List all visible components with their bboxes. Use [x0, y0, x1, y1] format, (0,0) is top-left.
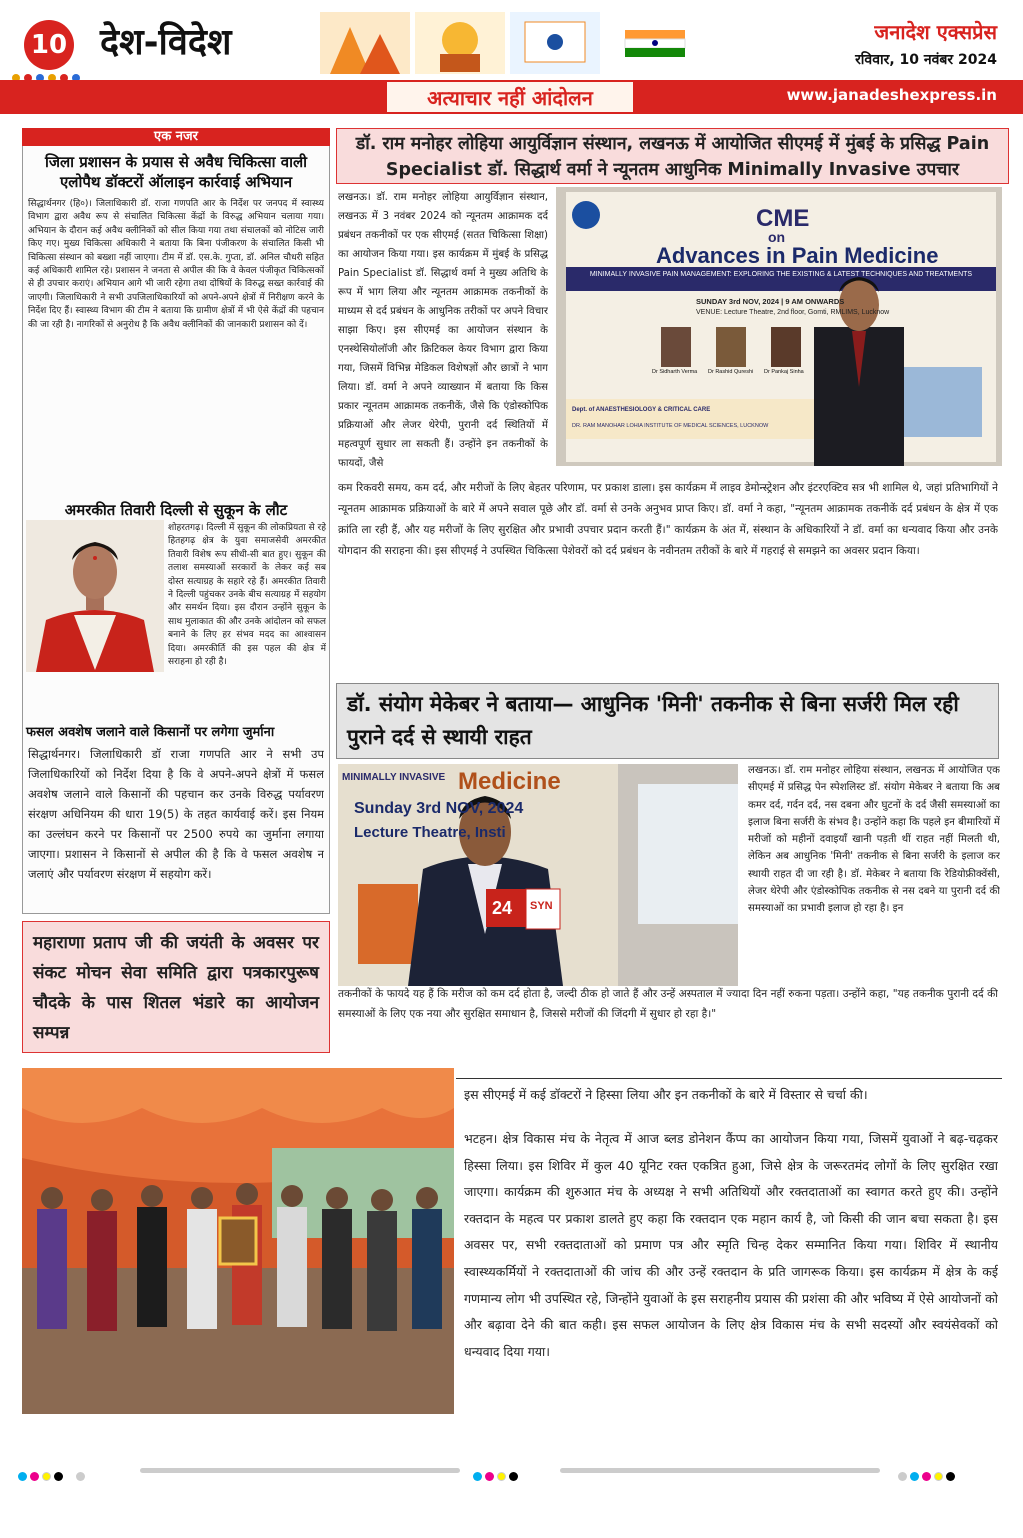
slogan: अत्याचार नहीं आंदोलन — [385, 80, 635, 114]
story3-body: सिद्धार्थनगर। जिलाधिकारी डॉ राजा गणपति आर ने सभी उप जिलाधिकारियों को निर्देश दिया है कि वे अपने-अपने क्षेत्रों में फसल अवशेष जलाने वाले किसानों की पहचान कर उनके विरुद्ध पर्यावरण संरक्षण अधिनियम की धारा 19(5) के तहत कार्यवाई करें। इस नियम का उल्लंघन करने पर किसानों पर 2500 रुपये का जुर्माना लगाया जाएगा। प्रशासन ने किसानों से अपील की है कि वे फसल अवशेष न जलाएं और पर्यावरण संरक्षण में सहयोग करें। — [28, 747, 324, 881]
mic-flag-24: 24 — [492, 898, 513, 918]
speaker-name-3: Dr Pankaj Sinha — [764, 369, 804, 375]
story3-headline: फसल अवशेष जलाने वाले किसानों पर लगेगा जुर्माना — [26, 725, 275, 740]
color-registration-marks-left — [18, 1466, 88, 1485]
article3-intro: इस सीएमई में कई डॉक्टरों ने हिस्सा लिया और इन तकनीकों के बारे में विस्तार से चर्चा की। — [464, 1087, 868, 1102]
registration-line-left — [140, 1468, 460, 1473]
website-link[interactable]: www.janadeshexpress.in — [786, 86, 997, 104]
banner-date-text: Sunday 3rd NOV, 2024 — [354, 800, 524, 817]
cme-on-text: on — [768, 229, 786, 245]
dr-sanyog-interview-photo — [338, 764, 738, 986]
cme-venue: VENUE: Lecture Theatre, 2nd floor, Gomti, RMLIMS, Lucknow — [696, 309, 890, 316]
section-title: देश-विदेश — [100, 22, 232, 63]
article2-headline: डॉ. संयोग मेकेबर ने बताया— आधुनिक 'मिनी' तकनीक से बिना सर्जरी मिल रही पुराने दर्द से स्थायी राहत — [336, 683, 999, 759]
story2-body: शोहरतगढ़। दिल्ली में सुकून की लोकप्रियता से रहे हितहगढ़ क्षेत्र के युवा समाजसेवी अमरकीत तिवारी विशेष रूप सीधी-सी बात हुए। सुकून की तलाश समस्याओं सरकारों के लेकर कई सब दोस्त सत्याग्रह के सहारे रहे हैं। अमरकीत तिवारी ने दिल्ली पहुंचकर उनके बीच सत्याग्रह में सहयोग और समर्थन दिया। इस दौरान उन्होंने सुकून के साथ मुलाकात की और उनके आंदोलन को सफल बनाने के लिए हर संभव मदद का आश्वासन दिया। अमरकीर्ति की इस पहल की क्षेत्र में सराहना हो रही है। — [168, 523, 326, 668]
article1-body-full: कम रिकवरी समय, कम दर्द, और मरीजों के लिए बेहतर परिणाम, पर प्रकाश डाला। इस कार्यक्रम में लाइव डेमोन्स्ट्रेशन और इंटरएक्टिव सत्र भी शामिल थे, जहां प्रतिभागियों ने न्यूनतम आक्रामक प्रक्रियाओं के बारे में अपने सवाल पूछे और डॉ. वर्मा से उनके अनुभव प्राप्त किए। डॉ. वर्मा ने कहा, "न्यूनतम आक्रामक तकनीकें दर्द प्रबंधन के क्षेत्र में एक क्रांति ला रही हैं, और यह मरीजों के लिए सुरक्षित और प्रभावी उपचार प्रदान करती हैं।" कार्यक्रम के अंत में, संस्थान के अधिकारियों ने डॉ. वर्मा का धन्यवाद किया और उनके योगदान की सराहना की। इस सीएमई ने उपस्थित चिकित्सा पेशेवरों को दर्द प्रबंधन के नवीनतम तरीकों के बारे में गहराई से समझने का अवसर प्रदान किया। — [338, 482, 998, 557]
cme-institute: DR. RAM MANOHAR LOHIA INSTITUTE OF MEDICAL SCIENCES, LUCKNOW — [572, 423, 769, 429]
speaker-name-2: Dr Rashid Qureshi — [708, 369, 754, 375]
cme-organizer: Dept. of ANAESTHESIOLOGY & CRITICAL CARE — [572, 407, 711, 413]
group-event-photo — [22, 1068, 454, 1414]
story1-body: सिद्धार्थनगर (हि०)। जिलाधिकारी डॉ. राजा गणपति आर के निर्देश पर जनपद में स्वास्थ्य विभाग द्वारा अवैध रूप से संचालित चिकित्सा केंद्रों के विरुद्ध अभियान चलाया गया। अभियान के दौरान कई अवैध क्लीनिकों को सील किया गया तथा संचालकों को नोटिस जारी किए गए। मुख्य चिकित्सा अधिकारी ने बताया कि बिना पंजीकरण के संचालित किसी भी चिकित्सा संस्थान को बख्शा नहीं जाएगा। टीम में डॉ. एस.के. गुप्ता, डॉ. अनिल चौधरी सहित कई अधिकारी शामिल रहे। प्रशासन ने जनता से अपील की कि वे केवल पंजीकृत चिकित्सकों से ही उपचार कराएं। अभियान आगे भी जारी रहेगा तथा दोषियों के विरुद्ध सख्त कार्रवाई की जाएगी। जिलाधिकारी ने सभी उपजिलाधिकारियों को अपने-अपने क्षेत्रों में निरीक्षण करने के निर्देश दिए हैं। स्वास्थ्य विभाग की टीम ने बताया कि ग्रामीण क्षेत्रों में भी ऐसे केंद्रों की पहचान की जा रही है। नागरिकों से अनुरोध है कि अवैध क्लीनिकों की जानकारी प्रशासन को दें। — [28, 199, 324, 330]
cme-date: SUNDAY 3rd NOV, 2024 | 9 AM ONWARDS — [696, 297, 845, 306]
masthead-illustration — [320, 12, 700, 74]
article1-body-column: लखनऊ। डॉ. राम मनोहर लोहिया आयुर्विज्ञान संस्थान, लखनऊ में 3 नवंबर 2024 को न्यूनतम आक्रामक दर्द प्रबंधन तकनीकों पर एक सीएमई (सतत चिकित्सा शिक्षा) का आयोजन किया गया। इस कार्यक्रम में मुंबई के प्रसिद्ध Pain Specialist डॉ. सिद्धार्थ वर्मा ने मुख्य अतिथि के रूप में भाग लिया और न्यूनतम आक्रामक तकनीकों के माध्यम से दर्द प्रबंधन के आधुनिक तरीकों पर अपने विचार साझा किए। इस सीएमई का आयोजन संस्थान के एनस्थेसियोलॉजी और क्रिटिकल केयर विभाग द्वारा किया गया, जिसमें विभिन्न मेडिकल विशेषज्ञों और छात्रों ने भाग लिया। डॉ. वर्मा ने अपने व्याख्यान में बताया कि किस प्रकार न्यूनतम आक्रामक तकनीकें, जैसे कि एंडोस्कोपिक प्रक्रियाओं और लेजर थेरेपी, पुरानी दर्द स्थितियों में महत्वपूर्ण सुधार ला सकती हैं। उन्होंने इन तकनीकों के फायदों, जैसे — [338, 192, 548, 469]
banner-venue-text: Lecture Theatre, Insti — [354, 824, 506, 841]
story2-headline: अमरकीत तिवारी दिल्ली से सुकून के लौट — [64, 501, 288, 519]
page-number: 10 — [24, 20, 74, 70]
newspaper-name: जनादेश एक्सप्रेस — [874, 20, 997, 44]
registration-line-right — [560, 1468, 880, 1473]
cme-subtitle: MINIMALLY INVASIVE PAIN MANAGEMENT: EXPLORING THE EXISTING & LATEST TECHNIQUES AND TREATMENTS — [589, 271, 973, 278]
article-divider — [456, 1078, 1002, 1079]
banner-left-text: MINIMALLY INVASIVE — [342, 772, 446, 783]
cme-conference-title: Advances in Pain Medicine — [656, 243, 939, 268]
issue-date: रविवार, 10 नवंबर 2024 — [855, 52, 997, 68]
article2-body-column: लखनऊ। डॉ. राम मनोहर लोहिया संस्थान, लखनऊ में आयोजित एक सीएमई में प्रसिद्ध पेन स्पेशलिस्ट डॉ. संयोग मेकेबर ने बताया कि अब कमर दर्द, गर्दन दर्द, नस दबना और घुटनों के दर्द जैसी समस्याओं का इलाज बिना सर्जरी के संभव है। उन्होंने कहा कि पहले इन बीमारियों में मरीजों को महीनों दवाइयाँ खानी पड़ती थीं राहत नहीं मिलती थी, लेकिन अब आधुनिक 'मिनी' तकनीक से बिना सर्जरी के इलाज कर स्थायी राहत दी जा रही है। डॉ. मेकेबर ने बताया कि रेडियोफ्रीक्वेंसी, लेजर थेरेपी और एंडोस्कोपिक तकनीक से नस दबने या पुरानी दर्द की समस्याओं का प्रभावी इलाज हो रहा है। इन — [748, 765, 1000, 915]
jayanti-headline-box: महाराणा प्रताप जी की जयंती के अवसर पर संकट मोचन सेवा समिति द्वारा पत्रकारपुरूष चौदके के पास शितल भंडारे का आयोजन सम्पन्न — [22, 921, 330, 1053]
blood-donation-article: भटहन। क्षेत्र विकास मंच के नेतृत्व में आज ब्लड डोनेशन कैंप्प का आयोजन किया गया, जिसमें युवाओं ने बढ़-चढ़कर हिस्सा लिया। इस शिविर में कुल 40 यूनिट रक्त एकत्रित हुआ, जिसे क्षेत्र के जरूरतमंद लोगों के लिए सुरक्षित रखा जाएगा। कार्यक्रम की शुरुआत मंच के अध्यक्ष ने सभी अतिथियों और रक्तदाताओं का स्वागत करते हुए की। उन्होंने रक्तदान के महत्व पर प्रकाश डालते हुए कहा कि रक्तदान एक महान कार्य है, जो किसी की जान बचा सकता है। इस अवसर पर, सभी रक्तदाताओं को प्रमाण पत्र और स्मृति चिन्ह देकर सम्मानित किया गया। शिविर में स्थानीय स्वास्थ्यकर्मियों ने रक्तदाताओं की जांच की और उन्हें रक्तदान के प्रति जागरूक किया। इस कार्यक्रम में क्षेत्र के कई गणमान्य लोग भी उपस्थित रहे, जिन्होंने युवाओं के इस सराहनीय प्रयास की प्रशंसा की और भविष्य में ऐसे आयोजनों को और बढ़ावा देने की बात कही। इस सफल आयोजन के लिए क्षेत्र विकास मंच के सभी सदस्यों और स्वयंसेवकों को धन्यवाद दिया गया। — [464, 1131, 998, 1359]
cme-title: CME — [756, 205, 810, 232]
color-registration-marks-right — [898, 1466, 958, 1485]
color-registration-marks-center — [473, 1466, 521, 1485]
article2-body-full: तकनीकों के फायदे यह हैं कि मरीज को कम दर्द होता है, जल्दी ठीक हो जाते हैं और उन्हें अस्पताल में ज्यादा दिन नहीं रुकना पड़ता। उन्होंने कहा, "यह तकनीक पुरानी दर्द की समस्याओं के लिए एक नया और सुरक्षित समाधान है, जिससे मरीजों की जिंदगी में सुधार हो रहा है।" — [338, 988, 998, 1020]
ek-nazar-tag: एक नजर — [22, 128, 330, 146]
banner-word: Medicine — [458, 768, 561, 795]
mic-flag-2: SYN — [530, 900, 553, 912]
amarkeet-tiwari-photo — [26, 520, 164, 672]
story1-headline: जिला प्रशासन के प्रयास से अवैध चिकित्सा वाली एलोपैथ डॉक्टरों ऑलाइन कार्रवाई अभियान — [44, 153, 308, 191]
article1-headline: डॉ. राम मनोहर लोहिया आयुर्विज्ञान संस्थान, लखनऊ में आयोजित सीएमई में मुंबई के प्रसिद्ध Pain Specialist डॉ. सिद्धार्थ वर्मा ने न्यूनतम आधुनिक Minimally Invasive उपचार — [336, 128, 1009, 184]
cme-banner-photo — [556, 187, 1002, 466]
speaker-name-1: Dr Sidharth Verma — [652, 369, 698, 375]
